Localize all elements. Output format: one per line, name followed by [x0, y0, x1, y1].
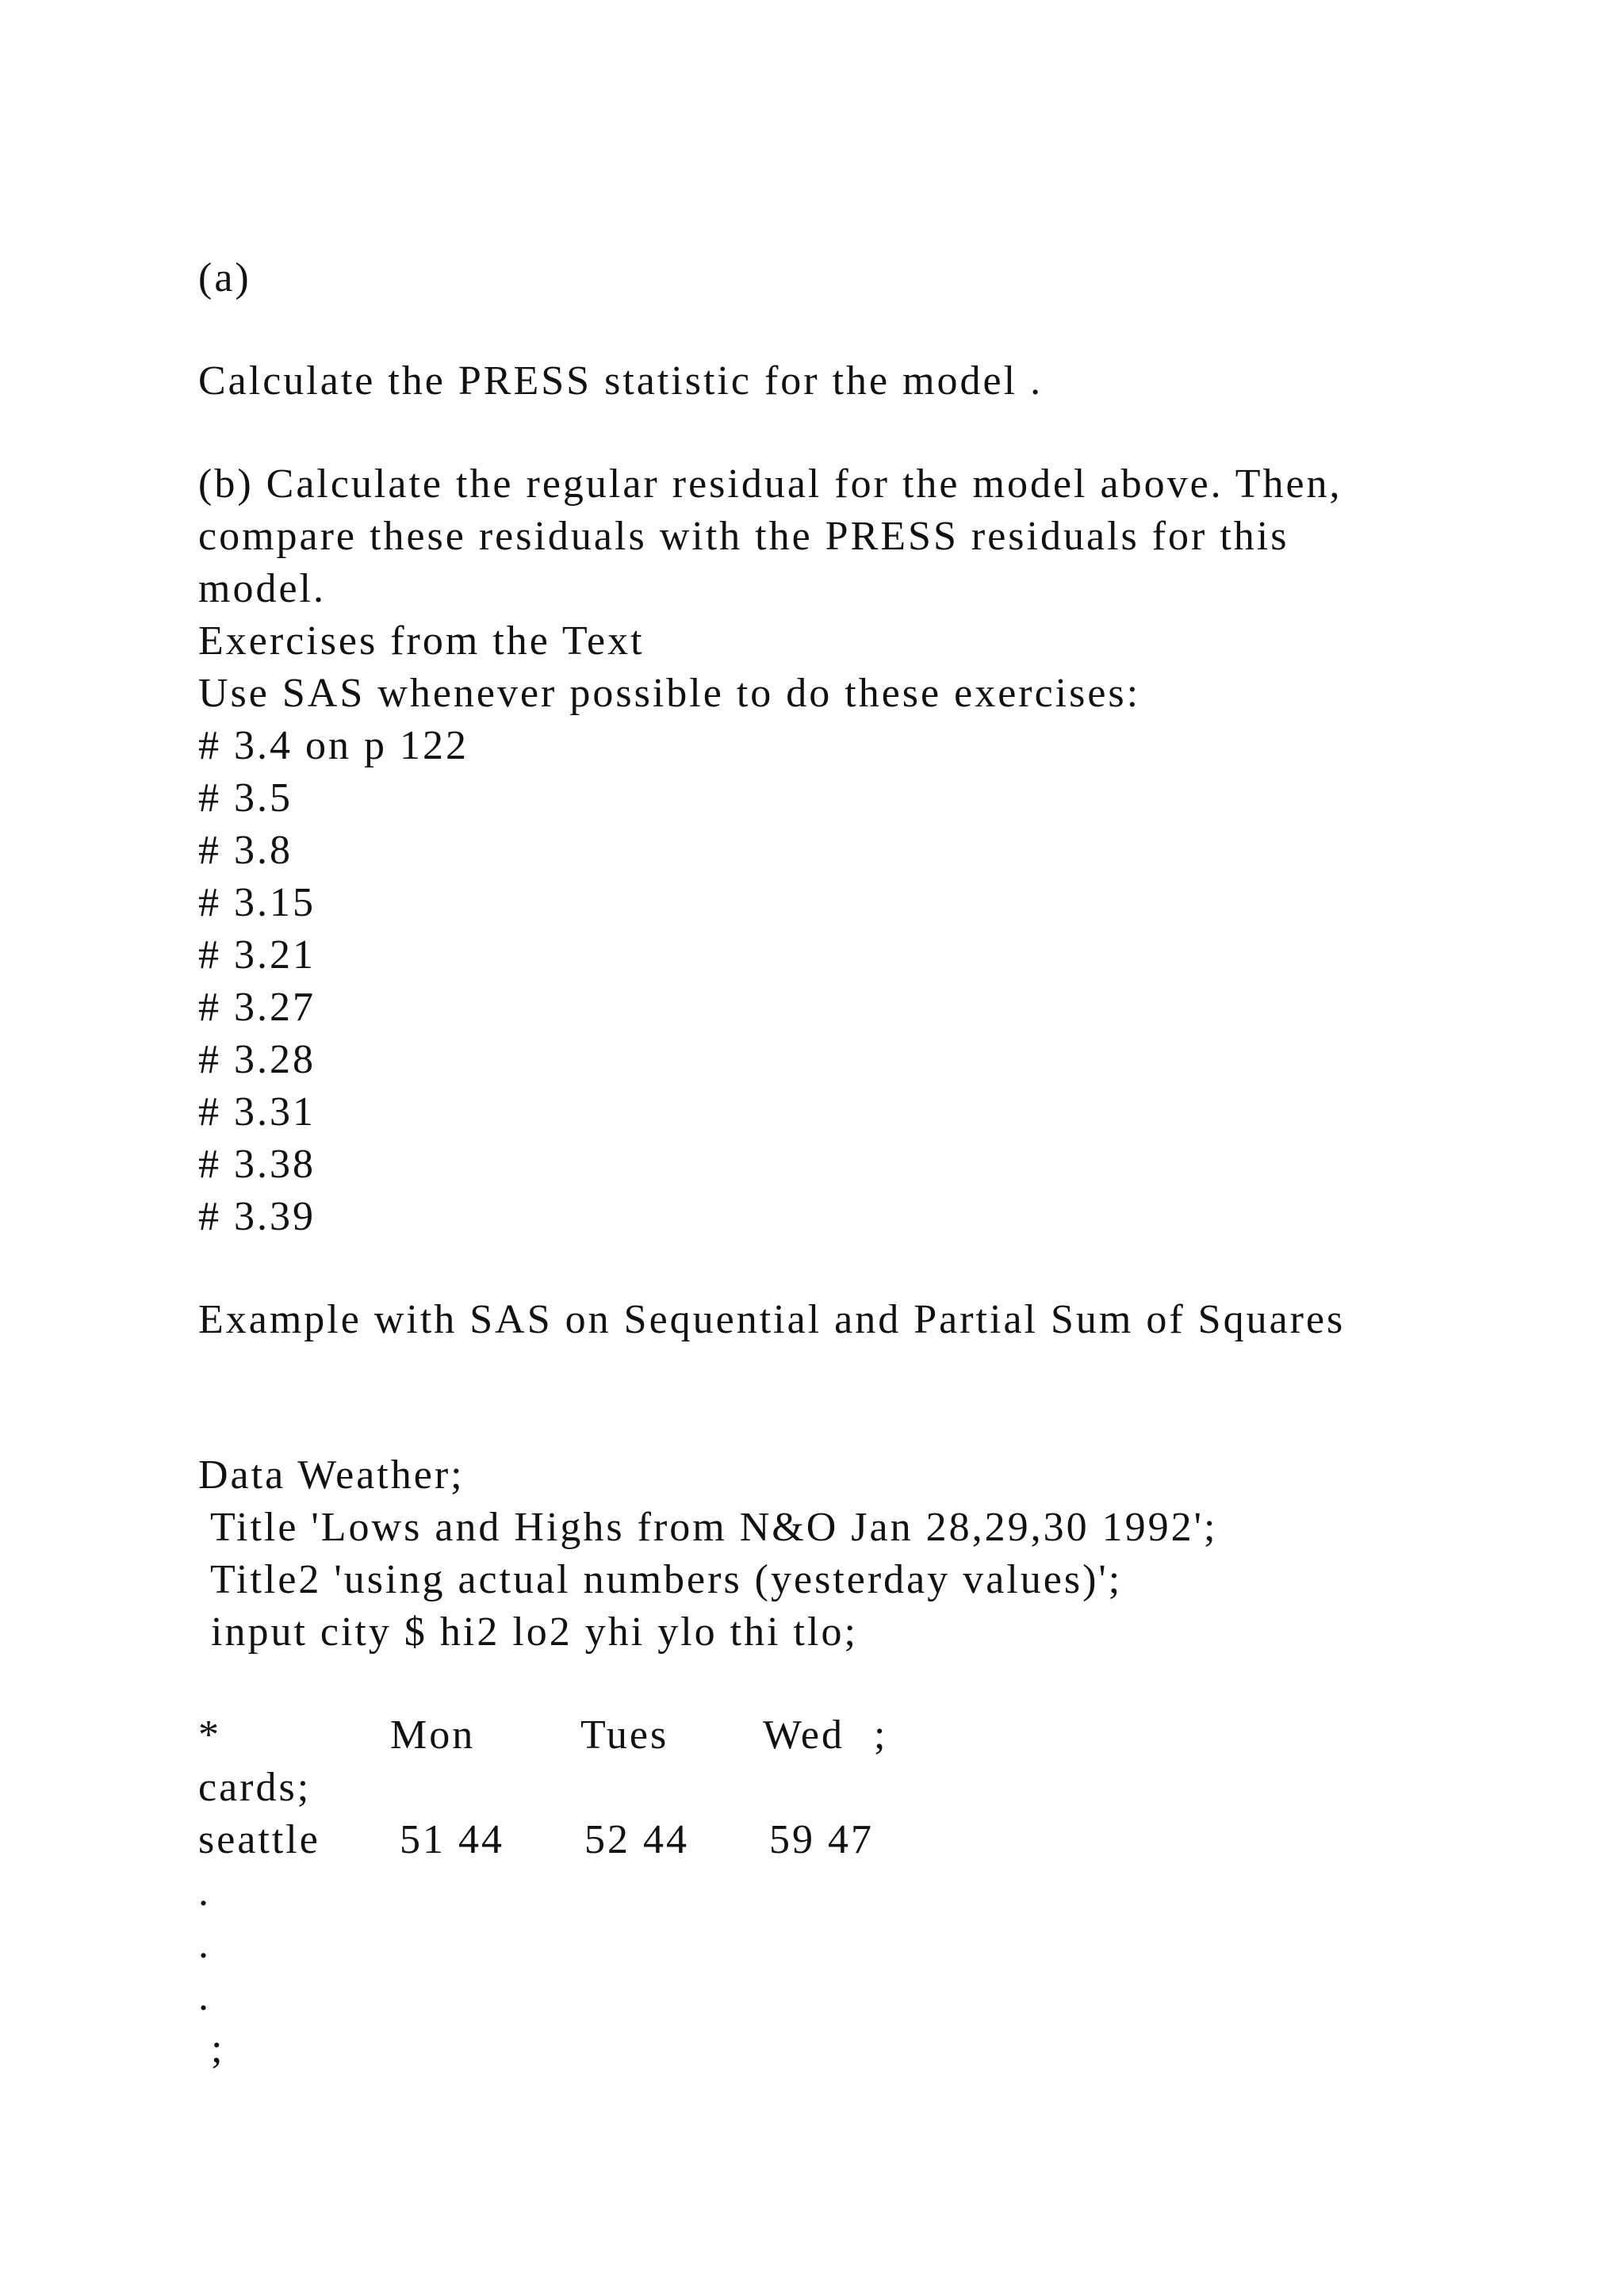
exercise-item: # 3.27 [198, 985, 316, 1030]
exercise-item: # 3.15 [198, 880, 316, 925]
sas-comment-star: * [198, 1712, 221, 1758]
part-b-line-2: compare these residuals with the PRESS residuals for this [198, 514, 1289, 559]
exercise-item: # 3.21 [198, 932, 316, 978]
part-b-line-1: (b) Calculate the regular residual for the model above. Then, [198, 461, 1342, 507]
sas-row-tues: 52 44 [584, 1817, 689, 1862]
sas-cards-line: cards; [198, 1765, 312, 1810]
sas-row-mon: 51 44 [400, 1817, 504, 1862]
sas-title2-line: Title2 'using actual numbers (yesterday values)'; [198, 1557, 1123, 1602]
sas-comment-semicolon: ; [874, 1712, 888, 1758]
sas-comment-wed: Wed [763, 1712, 845, 1758]
sas-dot: . [198, 1922, 211, 1967]
sas-row-wed: 59 47 [769, 1817, 874, 1862]
part-a-label: (a) [198, 255, 251, 300]
exercise-item: # 3.39 [198, 1194, 316, 1239]
exercise-item: # 3.5 [198, 775, 293, 821]
exercise-item: # 3.8 [198, 828, 293, 873]
sas-dot: . [198, 1974, 211, 2019]
exercises-instruction: Use SAS whenever possible to do these exercises: [198, 671, 1141, 716]
exercise-item: # 3.38 [198, 1142, 316, 1187]
exercise-item: # 3.31 [198, 1089, 316, 1135]
part-a-text: Calculate the PRESS statistic for the model . [198, 358, 1044, 404]
sas-title-line: Title 'Lows and Highs from N&O Jan 28,29,30 1992'; [198, 1505, 1218, 1550]
sas-input-line: input city $ hi2 lo2 yhi ylo thi tlo; [198, 1609, 858, 1655]
example-heading: Example with SAS on Sequential and Partial Sum of Squares [198, 1297, 1346, 1342]
sas-comment-mon: Mon [390, 1712, 476, 1758]
sas-comment-tues: Tues [580, 1712, 669, 1758]
part-b-line-3: model. [198, 566, 326, 611]
sas-row-city: seattle [198, 1817, 320, 1862]
exercises-heading: Exercises from the Text [198, 618, 645, 664]
sas-end-semicolon: ; [198, 2026, 225, 2072]
sas-dot: . [198, 1869, 211, 1915]
exercise-item: # 3.4 on p 122 [198, 723, 469, 768]
exercise-item: # 3.28 [198, 1037, 316, 1082]
sas-data-line: Data Weather; [198, 1452, 465, 1498]
